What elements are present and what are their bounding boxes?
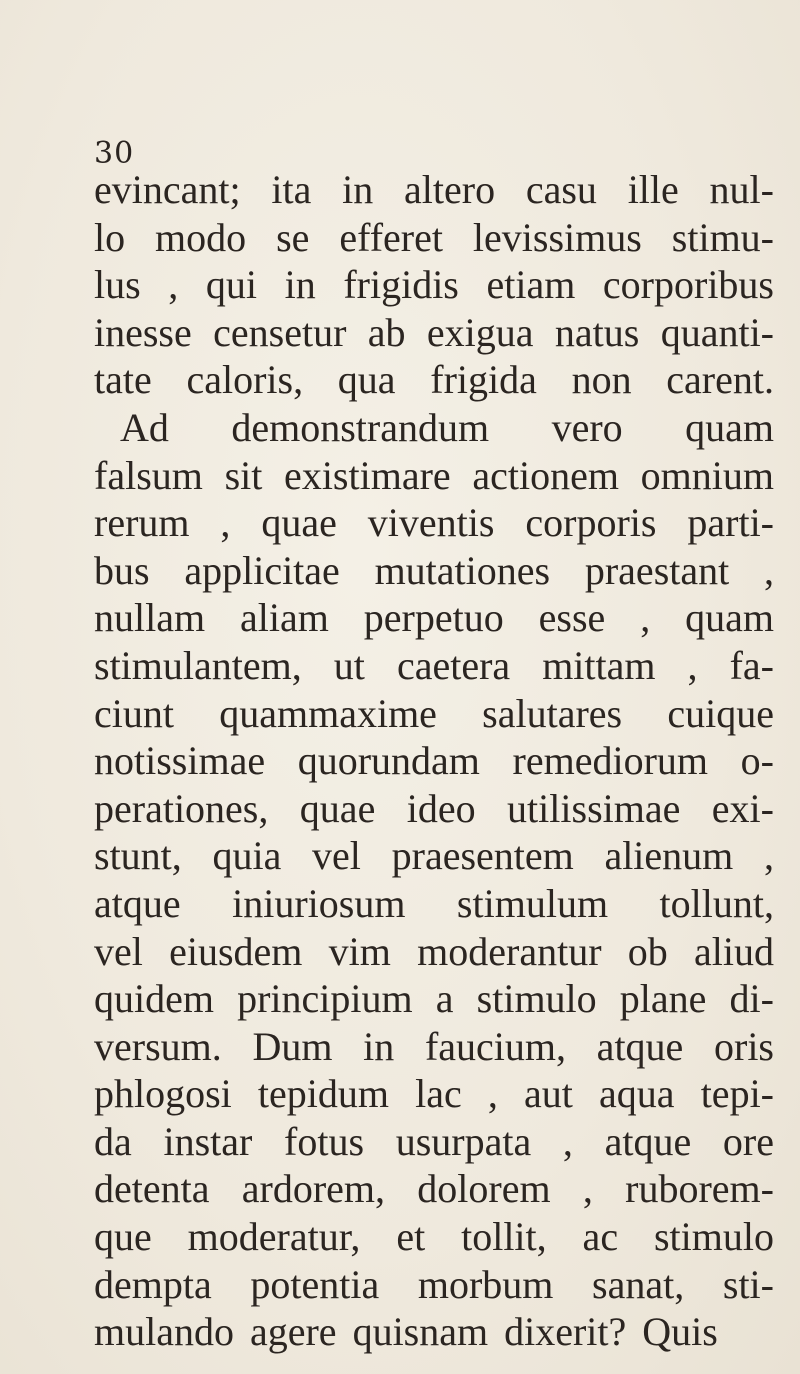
text-line: vel eiusdem vim moderantur ob aliud bbox=[94, 928, 774, 974]
text-line: phlogosi tepidum lac , aut aqua tepi- bbox=[94, 1071, 774, 1117]
text-line: que moderatur, et tollit, ac stimulo bbox=[94, 1214, 774, 1260]
text-line: versum. Dum in faucium, atque oris bbox=[94, 1023, 774, 1069]
text-line: falsum sit existimare actionem omnium bbox=[94, 452, 774, 498]
text-line: nullam aliam perpetuo esse , quam bbox=[94, 595, 774, 641]
text-line: lo modo se efferet levissimus stimu- bbox=[94, 214, 774, 260]
text-line: inesse censetur ab exigua natus quanti- bbox=[94, 309, 774, 355]
text-line: evincant; ita in altero casu ille nul- bbox=[94, 167, 774, 212]
text-line: perationes, quae ideo utilissimae exi- bbox=[94, 785, 774, 831]
text-line: lus , qui in frigidis etiam corporibus bbox=[94, 262, 774, 308]
text-line: mulando agere quisnam dixerit? Quis bbox=[94, 1309, 718, 1355]
body-text bbox=[94, 166, 774, 1356]
text-line: quidem principium a stimulo plane di- bbox=[94, 976, 774, 1022]
text-line: notissimae quorundam remediorum o- bbox=[94, 738, 774, 784]
text-line: da instar fotus usurpata , atque ore bbox=[94, 1118, 774, 1164]
text-line: atque iniuriosum stimulum tollunt, bbox=[94, 880, 774, 926]
text-line: stunt, quia vel praesentem alienum , bbox=[94, 833, 774, 879]
text-line: ciunt quammaxime salutares cuique bbox=[94, 690, 774, 736]
text-line: bus applicitae mutationes praestant , bbox=[94, 547, 774, 593]
text-line: dempta potentia morbum sanat, sti- bbox=[94, 1261, 774, 1307]
text-line: tate caloris, qua frigida non carent. bbox=[94, 357, 774, 403]
page-number: 30 bbox=[94, 136, 135, 171]
text-line-indented: Ad demonstrandum vero quam bbox=[120, 404, 774, 450]
text-line: detenta ardorem, dolorem , ruborem- bbox=[94, 1166, 774, 1212]
text-line: stimulantem, ut caetera mittam , fa- bbox=[94, 642, 774, 688]
text-line: rerum , quae viventis corporis parti- bbox=[94, 500, 774, 546]
